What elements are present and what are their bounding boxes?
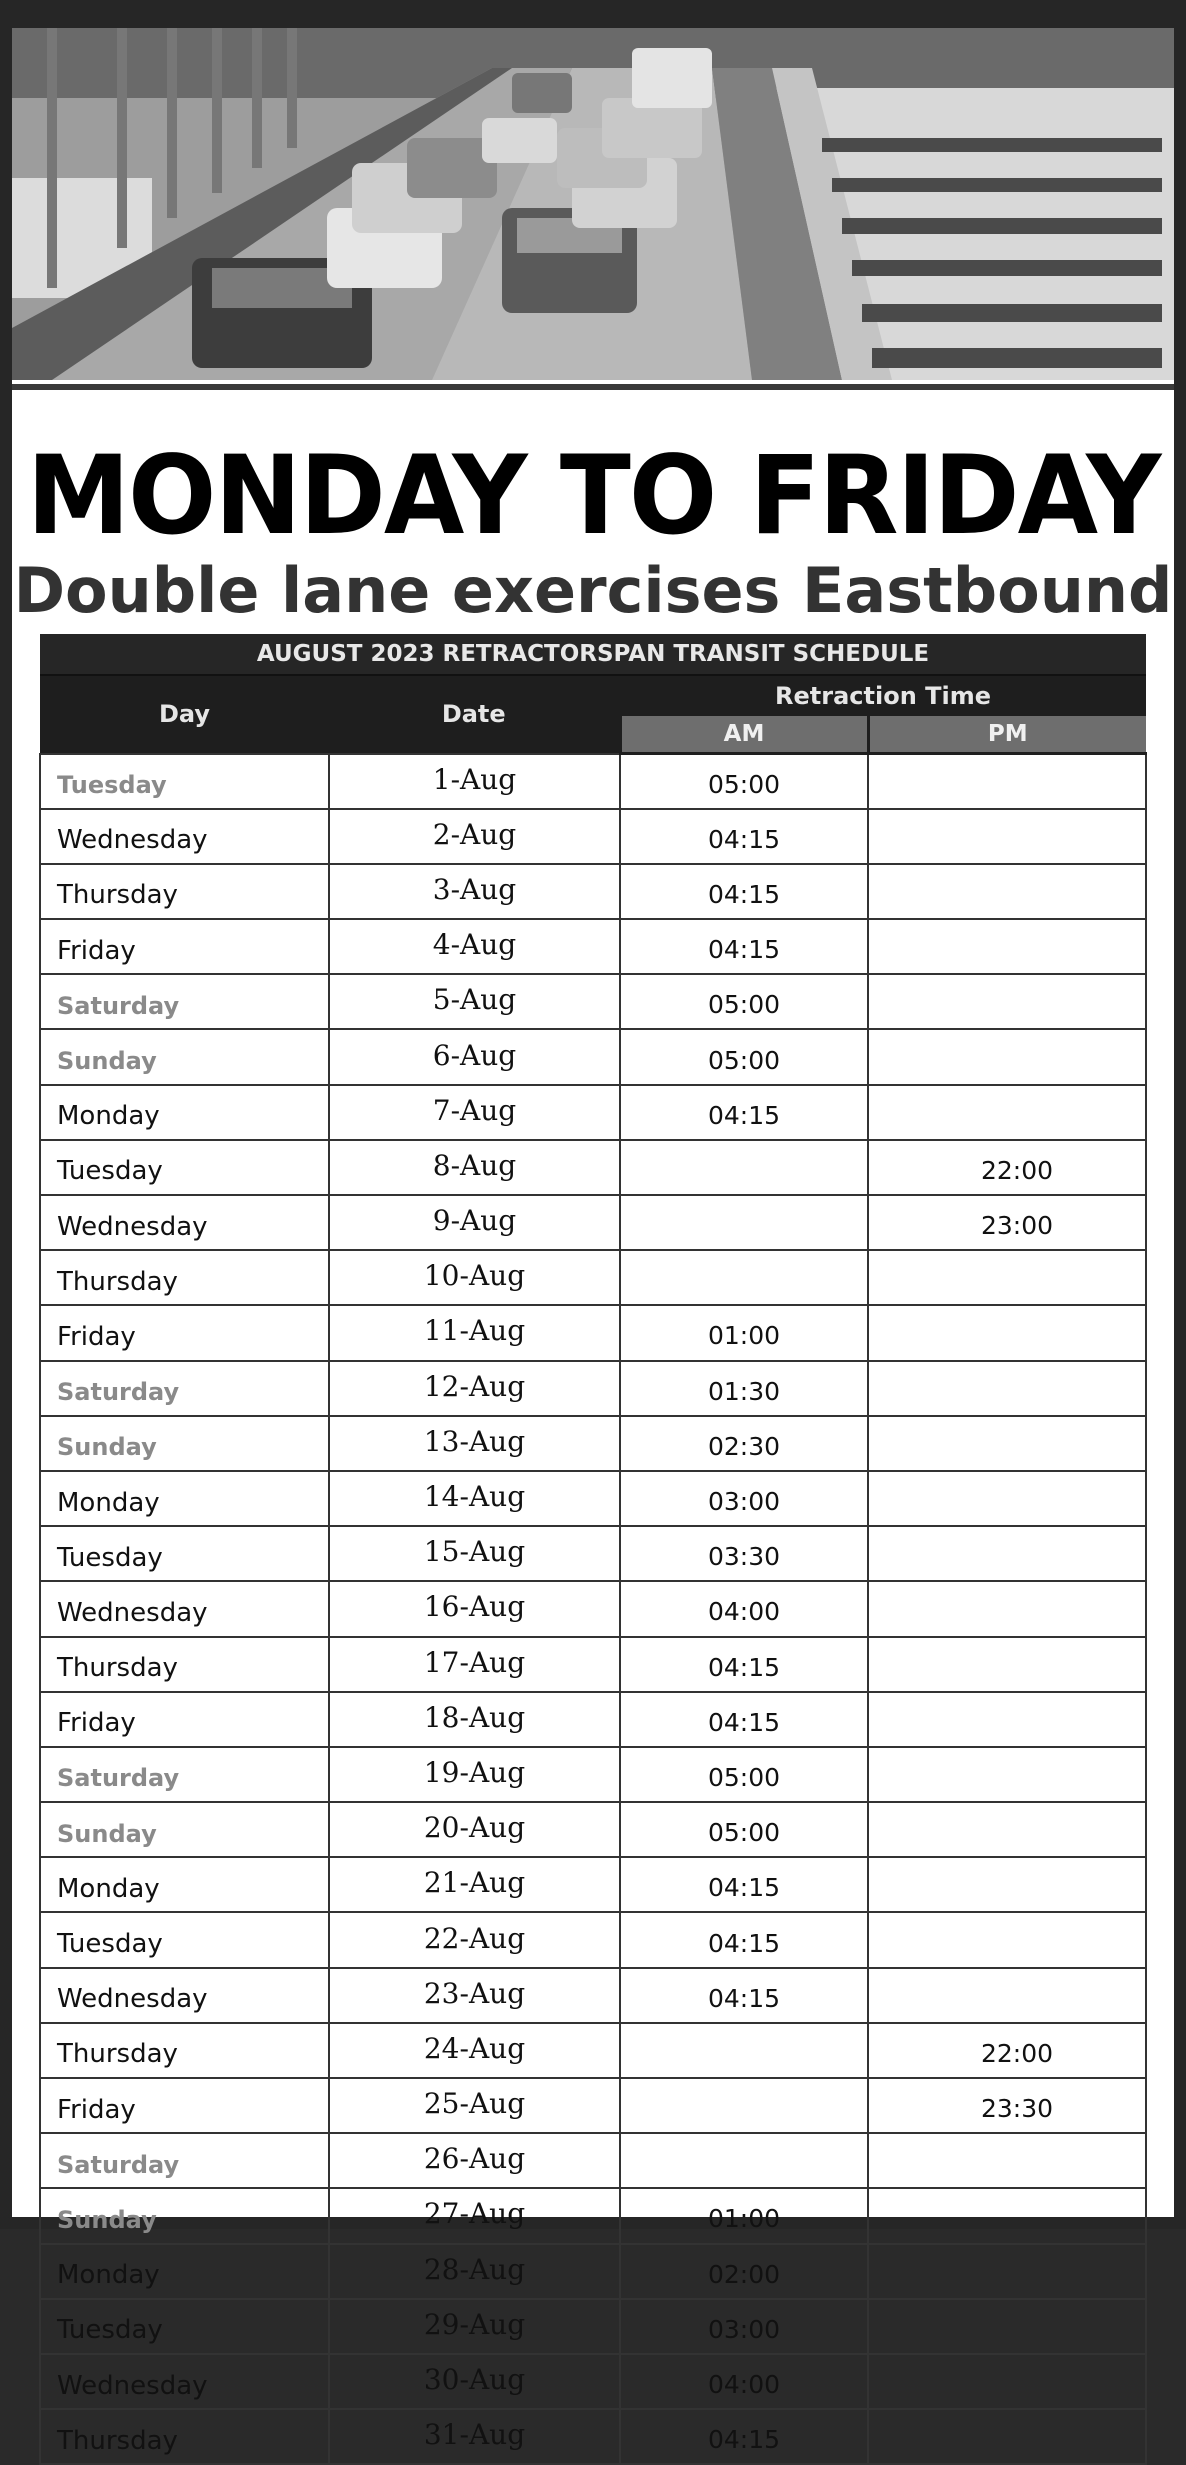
pm-time-cell: 23:00 [868, 1195, 1146, 1250]
notice-panel [12, 28, 1174, 2456]
am-time-cell: 05:00 [620, 1802, 868, 1857]
am-time-cell: 03:00 [620, 2299, 868, 2354]
day-cell: Monday [40, 1471, 329, 1526]
pm-time-cell [868, 754, 1146, 809]
table-row [40, 1692, 1146, 1747]
day-cell: Monday [40, 1857, 329, 1912]
am-time-cell [620, 2133, 868, 2188]
pm-time-cell [868, 1747, 1146, 1802]
date-cell: 4-Aug [329, 919, 620, 974]
day-cell: Tuesday [40, 1140, 329, 1195]
date-cell: 3-Aug [329, 864, 620, 919]
table-row [40, 2188, 1146, 2243]
pm-time-cell [868, 1692, 1146, 1747]
am-time-cell [620, 2023, 868, 2078]
subheadline: Double lane exercises Eastbound [13, 554, 1173, 627]
pm-time-cell [868, 1471, 1146, 1526]
pm-time-cell [868, 1857, 1146, 1912]
day-cell: Monday [40, 2244, 329, 2299]
date-cell: 13-Aug [329, 1416, 620, 1471]
date-cell: 8-Aug [329, 1140, 620, 1195]
day-cell: Friday [40, 919, 329, 974]
date-cell: 18-Aug [329, 1692, 620, 1747]
am-time-cell: 05:00 [620, 974, 868, 1029]
date-cell: 2-Aug [329, 809, 620, 864]
am-time-cell: 05:00 [620, 1747, 868, 1802]
day-cell: Thursday [40, 2409, 329, 2464]
am-time-cell: 04:15 [620, 2409, 868, 2464]
table-row [40, 1637, 1146, 1692]
am-time-cell: 04:00 [620, 2354, 868, 2409]
table-row [40, 2244, 1146, 2299]
table-row [40, 1471, 1146, 1526]
pm-time-cell [868, 864, 1146, 919]
day-cell: Thursday [40, 864, 329, 919]
pm-time-cell [868, 1526, 1146, 1581]
day-cell: Sunday [40, 1802, 329, 1857]
table-row [40, 1526, 1146, 1581]
column-header-am: AM [620, 716, 868, 754]
day-cell: Thursday [40, 1250, 329, 1305]
day-cell: Wednesday [40, 1968, 329, 2023]
date-cell: 6-Aug [329, 1029, 620, 1084]
am-time-cell: 01:00 [620, 2188, 868, 2243]
am-time-cell: 04:15 [620, 1968, 868, 2023]
am-time-cell: 04:15 [620, 919, 868, 974]
day-cell: Tuesday [40, 1912, 329, 1967]
pm-time-cell [868, 974, 1146, 1029]
table-row [40, 1968, 1146, 2023]
day-cell: Tuesday [40, 754, 329, 809]
pm-time-cell [868, 1802, 1146, 1857]
day-cell: Saturday [40, 974, 329, 1029]
table-row [40, 1085, 1146, 1140]
day-cell: Sunday [40, 1029, 329, 1084]
pm-time-cell [868, 1305, 1146, 1360]
am-time-cell [620, 1250, 868, 1305]
date-cell: 25-Aug [329, 2078, 620, 2133]
table-row [40, 1802, 1146, 1857]
date-cell: 7-Aug [329, 1085, 620, 1140]
pm-time-cell [868, 1912, 1146, 1967]
am-time-cell: 02:00 [620, 2244, 868, 2299]
date-cell: 11-Aug [329, 1305, 620, 1360]
date-cell: 26-Aug [329, 2133, 620, 2188]
am-time-cell: 04:15 [620, 809, 868, 864]
bridge-traffic-illustration [12, 28, 1174, 380]
am-time-cell [620, 1195, 868, 1250]
date-cell: 30-Aug [329, 2354, 620, 2409]
pm-time-cell: 22:00 [868, 2023, 1146, 2078]
am-time-cell: 02:30 [620, 1416, 868, 1471]
table-row [40, 1361, 1146, 1416]
day-cell: Wednesday [40, 809, 329, 864]
date-cell: 16-Aug [329, 1581, 620, 1636]
date-cell: 10-Aug [329, 1250, 620, 1305]
table-row [40, 1029, 1146, 1084]
day-cell: Tuesday [40, 2299, 329, 2354]
date-cell: 1-Aug [329, 754, 620, 809]
day-cell: Sunday [40, 2188, 329, 2243]
date-cell: 15-Aug [329, 1526, 620, 1581]
date-cell: 31-Aug [329, 2409, 620, 2464]
date-cell: 17-Aug [329, 1637, 620, 1692]
am-time-cell: 04:15 [620, 1912, 868, 1967]
table-row [40, 1416, 1146, 1471]
am-time-cell: 05:00 [620, 754, 868, 809]
headline: MONDAY TO FRIDAY [26, 430, 1160, 560]
am-time-cell: 05:00 [620, 1029, 868, 1084]
table-row [40, 2133, 1146, 2188]
date-cell: 5-Aug [329, 974, 620, 1029]
am-time-cell: 04:15 [620, 1692, 868, 1747]
am-time-cell: 01:30 [620, 1361, 868, 1416]
date-cell: 9-Aug [329, 1195, 620, 1250]
day-cell: Saturday [40, 2133, 329, 2188]
table-row [40, 1912, 1146, 1967]
table-row [40, 1250, 1146, 1305]
am-time-cell: 04:15 [620, 1637, 868, 1692]
date-cell: 22-Aug [329, 1912, 620, 1967]
column-header-date: Date [329, 675, 620, 754]
column-header-pm: PM [868, 716, 1146, 754]
day-cell: Thursday [40, 2023, 329, 2078]
date-cell: 21-Aug [329, 1857, 620, 1912]
table-row [40, 919, 1146, 974]
transit-schedule-table [39, 634, 1147, 2465]
date-cell: 14-Aug [329, 1471, 620, 1526]
pm-time-cell [868, 919, 1146, 974]
schedule-rows [40, 754, 1146, 2465]
pm-time-cell [868, 1416, 1146, 1471]
schedule-title: AUGUST 2023 RETRACTORSPAN TRANSIT SCHEDULE [40, 634, 1146, 675]
date-cell: 29-Aug [329, 2299, 620, 2354]
am-time-cell: 04:15 [620, 1085, 868, 1140]
table-row [40, 809, 1146, 864]
table-row [40, 1140, 1146, 1195]
date-cell: 23-Aug [329, 1968, 620, 2023]
day-cell: Saturday [40, 1361, 329, 1416]
column-header-day: Day [40, 675, 329, 754]
pm-time-cell [868, 1968, 1146, 2023]
table-row [40, 864, 1146, 919]
pm-time-cell [868, 1637, 1146, 1692]
pm-time-cell: 22:00 [868, 1140, 1146, 1195]
date-cell: 20-Aug [329, 1802, 620, 1857]
date-cell: 27-Aug [329, 2188, 620, 2243]
date-cell: 24-Aug [329, 2023, 620, 2078]
day-cell: Wednesday [40, 1195, 329, 1250]
am-time-cell: 04:00 [620, 1581, 868, 1636]
table-row [40, 2023, 1146, 2078]
table-row [40, 974, 1146, 1029]
am-time-cell: 03:00 [620, 1471, 868, 1526]
am-time-cell: 03:30 [620, 1526, 868, 1581]
pm-time-cell [868, 2354, 1146, 2409]
day-cell: Tuesday [40, 1526, 329, 1581]
pm-time-cell [868, 1581, 1146, 1636]
photo-divider [12, 384, 1174, 390]
day-cell: Sunday [40, 1416, 329, 1471]
table-row [40, 2354, 1146, 2409]
table-row [40, 2078, 1146, 2133]
table-row [40, 2409, 1146, 2464]
table-row [40, 1857, 1146, 1912]
day-cell: Friday [40, 1692, 329, 1747]
day-cell: Saturday [40, 1747, 329, 1802]
am-time-cell [620, 1140, 868, 1195]
pm-time-cell [868, 1250, 1146, 1305]
am-time-cell: 04:15 [620, 1857, 868, 1912]
am-time-cell [620, 2078, 868, 2133]
date-cell: 12-Aug [329, 1361, 620, 1416]
table-row [40, 1305, 1146, 1360]
day-cell: Friday [40, 2078, 329, 2133]
day-cell: Monday [40, 1085, 329, 1140]
date-cell: 19-Aug [329, 1747, 620, 1802]
table-row [40, 754, 1146, 809]
day-cell: Friday [40, 1305, 329, 1360]
pm-time-cell [868, 2244, 1146, 2299]
table-row [40, 1581, 1146, 1636]
pm-time-cell [868, 2299, 1146, 2354]
pm-time-cell [868, 2409, 1146, 2464]
day-cell: Thursday [40, 1637, 329, 1692]
pm-time-cell [868, 2133, 1146, 2188]
table-row [40, 1195, 1146, 1250]
day-cell: Wednesday [40, 2354, 329, 2409]
pm-time-cell [868, 2188, 1146, 2243]
date-cell: 28-Aug [329, 2244, 620, 2299]
column-header-retraction-time: Retraction Time [620, 675, 1146, 716]
am-time-cell: 04:15 [620, 864, 868, 919]
table-row [40, 2299, 1146, 2354]
pm-time-cell [868, 1085, 1146, 1140]
bridge-traffic-photo [12, 28, 1174, 380]
pm-time-cell [868, 809, 1146, 864]
am-time-cell: 01:00 [620, 1305, 868, 1360]
pm-time-cell: 23:30 [868, 2078, 1146, 2133]
pm-time-cell [868, 1361, 1146, 1416]
pm-time-cell [868, 1029, 1146, 1084]
day-cell: Wednesday [40, 1581, 329, 1636]
table-row [40, 1747, 1146, 1802]
